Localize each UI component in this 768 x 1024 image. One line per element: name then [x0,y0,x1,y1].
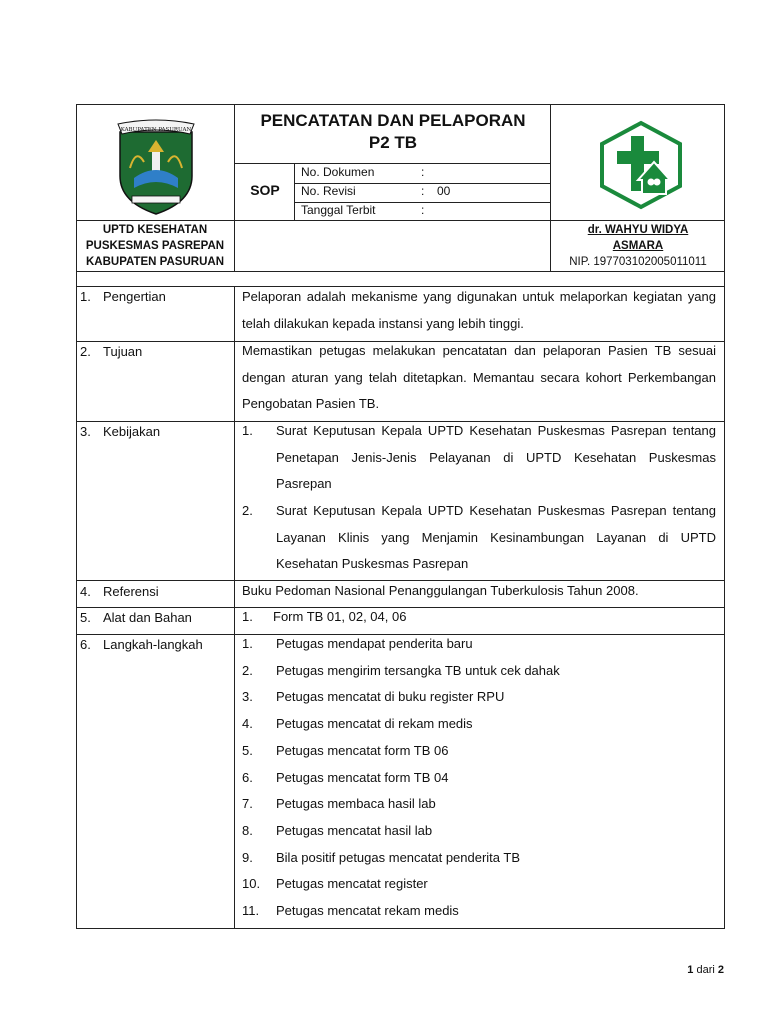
list-text: Petugas mencatat register [276,876,428,891]
section-label: Alat dan Bahan [103,610,192,625]
langkah-step [242,631,473,658]
meta-colon: : [421,184,425,198]
meta-row-dokumen [301,165,425,179]
list-text: Petugas mencatat hasil lab [276,823,433,838]
list-number: 8. [242,823,253,838]
meta-label: Tanggal Terbit [301,203,376,217]
document-title [236,110,550,154]
langkah-step [242,871,428,898]
langkah-step [242,658,560,685]
langkah-step [242,684,504,711]
page-total: 2 [717,964,724,976]
section-label-kebijakan [80,424,160,439]
langkah-step [242,738,448,765]
section-number: 3. [80,424,91,439]
signer-name-line-2: ASMARA [612,240,664,252]
kebijakan-item [242,498,716,578]
list-number: 10. [242,876,261,891]
signer-block [552,222,724,270]
list-text: Petugas mendapat penderita baru [276,636,473,651]
org-line-3: KABUPATEN PASURUAN [86,256,224,268]
list-number: 6. [242,770,253,785]
alat-item [242,604,406,631]
list-text: Form TB 01, 02, 04, 06 [273,609,407,624]
list-text: Petugas membaca hasil lab [276,796,436,811]
section-number: 5. [80,610,91,625]
list-text: Petugas mengirim tersangka TB untuk cek dahak [276,663,560,678]
list-text: Surat Keputusan Kepala UPTD Kesehatan Puskesmas Pasrepan tentang Penetapan Jenis-Jenis Pelayanan di UPTD Kesehatan Puskesmas Pasrepan [276,423,716,492]
sop-label: SOP [250,182,280,198]
list-text: Surat Keputusan Kepala UPTD Kesehatan Puskesmas Pasrepan tentang Layanan Klinis yang Menjamin Kesinambungan Layanan di UPTD Kesehatan Puskesmas Pasrepan [276,503,716,572]
page-current: 1 [687,964,694,976]
organization-name [76,222,234,270]
section-number: 4. [80,584,91,599]
list-text: Petugas mencatat di rekam medis [276,716,473,731]
list-number: 7. [242,796,253,811]
page-number [687,964,724,976]
puskesmas-logo [598,120,684,210]
meta-label: No. Revisi [301,184,356,198]
meta-row-revisi [301,184,451,198]
list-number: 11. [242,903,260,918]
langkah-step [242,818,432,845]
section-label-pengertian [80,289,166,304]
section-label: Referensi [103,584,159,599]
list-number: 1. [242,609,253,624]
list-number: 5. [242,743,253,758]
section-label: Kebijakan [103,424,161,439]
page-of: dari [696,964,715,976]
signer-nip: NIP. 197703102005011011 [569,256,707,268]
langkah-step [242,791,436,818]
list-number: 2. [242,663,253,678]
section-label-langkah [80,637,203,652]
org-line-1: UPTD KESEHATAN [102,224,208,236]
list-number: 2. [242,503,253,518]
list-number: 3. [242,689,253,704]
signer-name-line-1: dr. WAHYU WIDYA [587,224,689,236]
langkah-step [242,898,459,925]
list-text: Petugas mencatat form TB 04 [276,770,449,785]
title-line-1: PENCATATAN DAN PELAPORAN [260,111,526,130]
section-label: Langkah-langkah [103,637,203,652]
meta-label: No. Dokumen [301,165,375,179]
list-number: 9. [242,850,253,865]
list-number: 4. [242,716,253,731]
list-text: Bila positif petugas mencatat penderita TB [276,850,521,865]
title-line-2: P2 TB [368,133,418,152]
meta-colon: : [421,203,425,217]
section-number: 6. [80,637,91,652]
org-line-2: PUSKESMAS PASREPAN [85,240,225,252]
list-number: 1. [242,636,253,651]
list-text: Petugas mencatat rekam medis [276,903,459,918]
meta-value: 00 [437,184,451,198]
kabupaten-pasuruan-crest [114,118,198,216]
section-number: 2. [80,344,91,359]
section-label-referensi [80,584,159,599]
section-text-tujuan: Memastikan petugas melakukan pencatatan dan pelaporan Pasien TB sesuai dengan aturan yang telah ditetapkan. Memantau secara kohort Perkembangan Pengobatan Pasien TB. [242,343,716,412]
list-text: Petugas mencatat di buku register RPU [276,689,505,704]
section-label-alat [80,610,192,625]
langkah-step [242,711,473,738]
langkah-step [242,845,520,872]
section-number: 1. [80,289,91,304]
langkah-step [242,765,448,792]
section-label: Tujuan [103,344,143,359]
list-number: 1. [242,423,253,438]
meta-row-tanggal [301,203,425,217]
kebijakan-item [242,418,716,498]
svg-text:KABUPATEN PASURUAN: KABUPATEN PASURUAN [120,127,192,133]
meta-colon: : [421,165,425,179]
section-text-referensi: Buku Pedoman Nasional Penanggulangan Tuberkulosis Tahun 2008. [242,583,639,598]
section-label-tujuan [80,344,142,359]
list-text: Petugas mencatat form TB 06 [276,743,449,758]
section-text-pengertian: Pelaporan adalah mekanisme yang digunakan untuk melaporkan kegiatan yang telah dilakukan kepada instansi yang lebih tinggi. [242,289,716,331]
section-label: Pengertian [103,289,166,304]
